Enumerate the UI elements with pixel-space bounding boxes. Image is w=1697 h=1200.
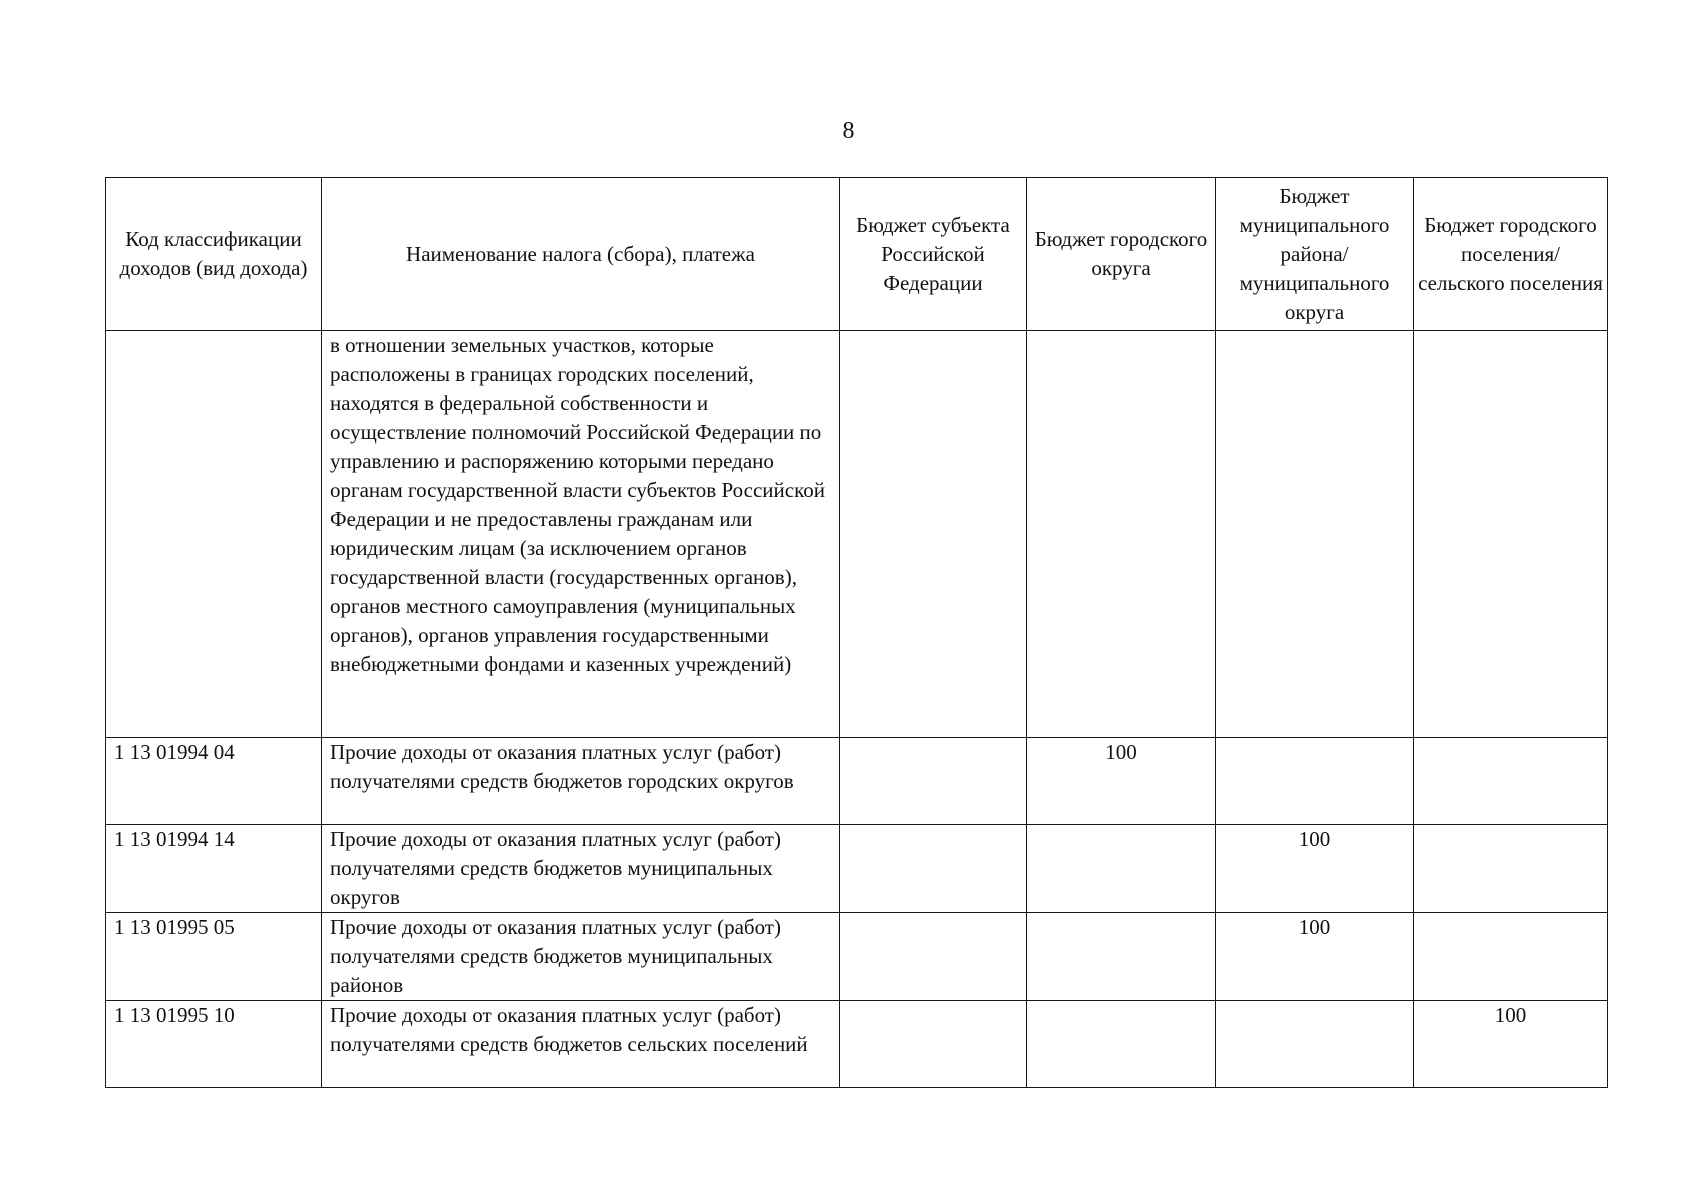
page-number: 8 — [842, 118, 855, 144]
settlement-budget-cell: 100 — [1414, 1001, 1608, 1088]
income-code-cell: 1 13 01994 14 — [106, 825, 322, 913]
municipal-district-budget-cell — [1216, 738, 1414, 825]
income-name-cell: Прочие доходы от оказания платных услуг (работ) получателями средств бюджетов городских округов — [322, 738, 840, 825]
settlement-budget-cell — [1414, 825, 1608, 913]
subject-budget-cell — [840, 331, 1027, 738]
municipal-district-budget-cell: 100 — [1216, 825, 1414, 913]
income-code-cell — [106, 331, 322, 738]
income-name-cell: Прочие доходы от оказания платных услуг (работ) получателями средств бюджетов муниципальных районов — [322, 913, 840, 1001]
income-name-cell: Прочие доходы от оказания платных услуг (работ) получателями средств бюджетов сельских поселений — [322, 1001, 840, 1088]
settlement-budget-cell — [1414, 331, 1608, 738]
city-district-budget-cell — [1027, 331, 1216, 738]
table-row — [106, 913, 1608, 1001]
subject-budget-cell — [840, 1001, 1027, 1088]
header-subject-budget: Бюджет субъекта Российской Федерации — [840, 178, 1027, 331]
header-code: Код классификации доходов (вид дохода) — [106, 178, 322, 331]
subject-budget-cell — [840, 738, 1027, 825]
income-name-cell: Прочие доходы от оказания платных услуг (работ) получателями средств бюджетов муниципальных округов — [322, 825, 840, 913]
settlement-budget-cell — [1414, 738, 1608, 825]
municipal-district-budget-cell: 100 — [1216, 913, 1414, 1001]
table-header-row — [106, 178, 1608, 331]
table-row — [106, 1001, 1608, 1088]
header-name: Наименование налога (сбора), платежа — [322, 178, 840, 331]
city-district-budget-cell — [1027, 825, 1216, 913]
subject-budget-cell — [840, 913, 1027, 1001]
table-row — [106, 738, 1608, 825]
header-city-district-budget: Бюджет городского округа — [1027, 178, 1216, 331]
income-code-cell: 1 13 01995 05 — [106, 913, 322, 1001]
budget-classification-table — [105, 177, 1608, 1088]
table-row — [106, 825, 1608, 913]
header-settlement-budget: Бюджет городского поселения/ сельского поселения — [1414, 178, 1608, 331]
income-code-cell: 1 13 01995 10 — [106, 1001, 322, 1088]
settlement-budget-cell — [1414, 913, 1608, 1001]
city-district-budget-cell — [1027, 913, 1216, 1001]
city-district-budget-cell: 100 — [1027, 738, 1216, 825]
municipal-district-budget-cell — [1216, 331, 1414, 738]
table-row — [106, 331, 1608, 738]
municipal-district-budget-cell — [1216, 1001, 1414, 1088]
income-code-cell: 1 13 01994 04 — [106, 738, 322, 825]
header-municipal-district-budget: Бюджет муниципального района/ муниципального округа — [1216, 178, 1414, 331]
income-name-cell: в отношении земельных участков, которые расположены в границах городских поселений, находятся в федеральной собственности и осуществление полномочий Российской Федерации по управлению и распоряжению которыми передано органам государственной власти субъектов Российской Федерации и не предоставлены гражданам или юридическим лицам (за исключением органов государственной власти (государственных органов), органов местного самоуправления (муниципальных органов), органов управления государственными внебюджетными фондами и казенных учреждений) — [322, 331, 840, 738]
city-district-budget-cell — [1027, 1001, 1216, 1088]
subject-budget-cell — [840, 825, 1027, 913]
